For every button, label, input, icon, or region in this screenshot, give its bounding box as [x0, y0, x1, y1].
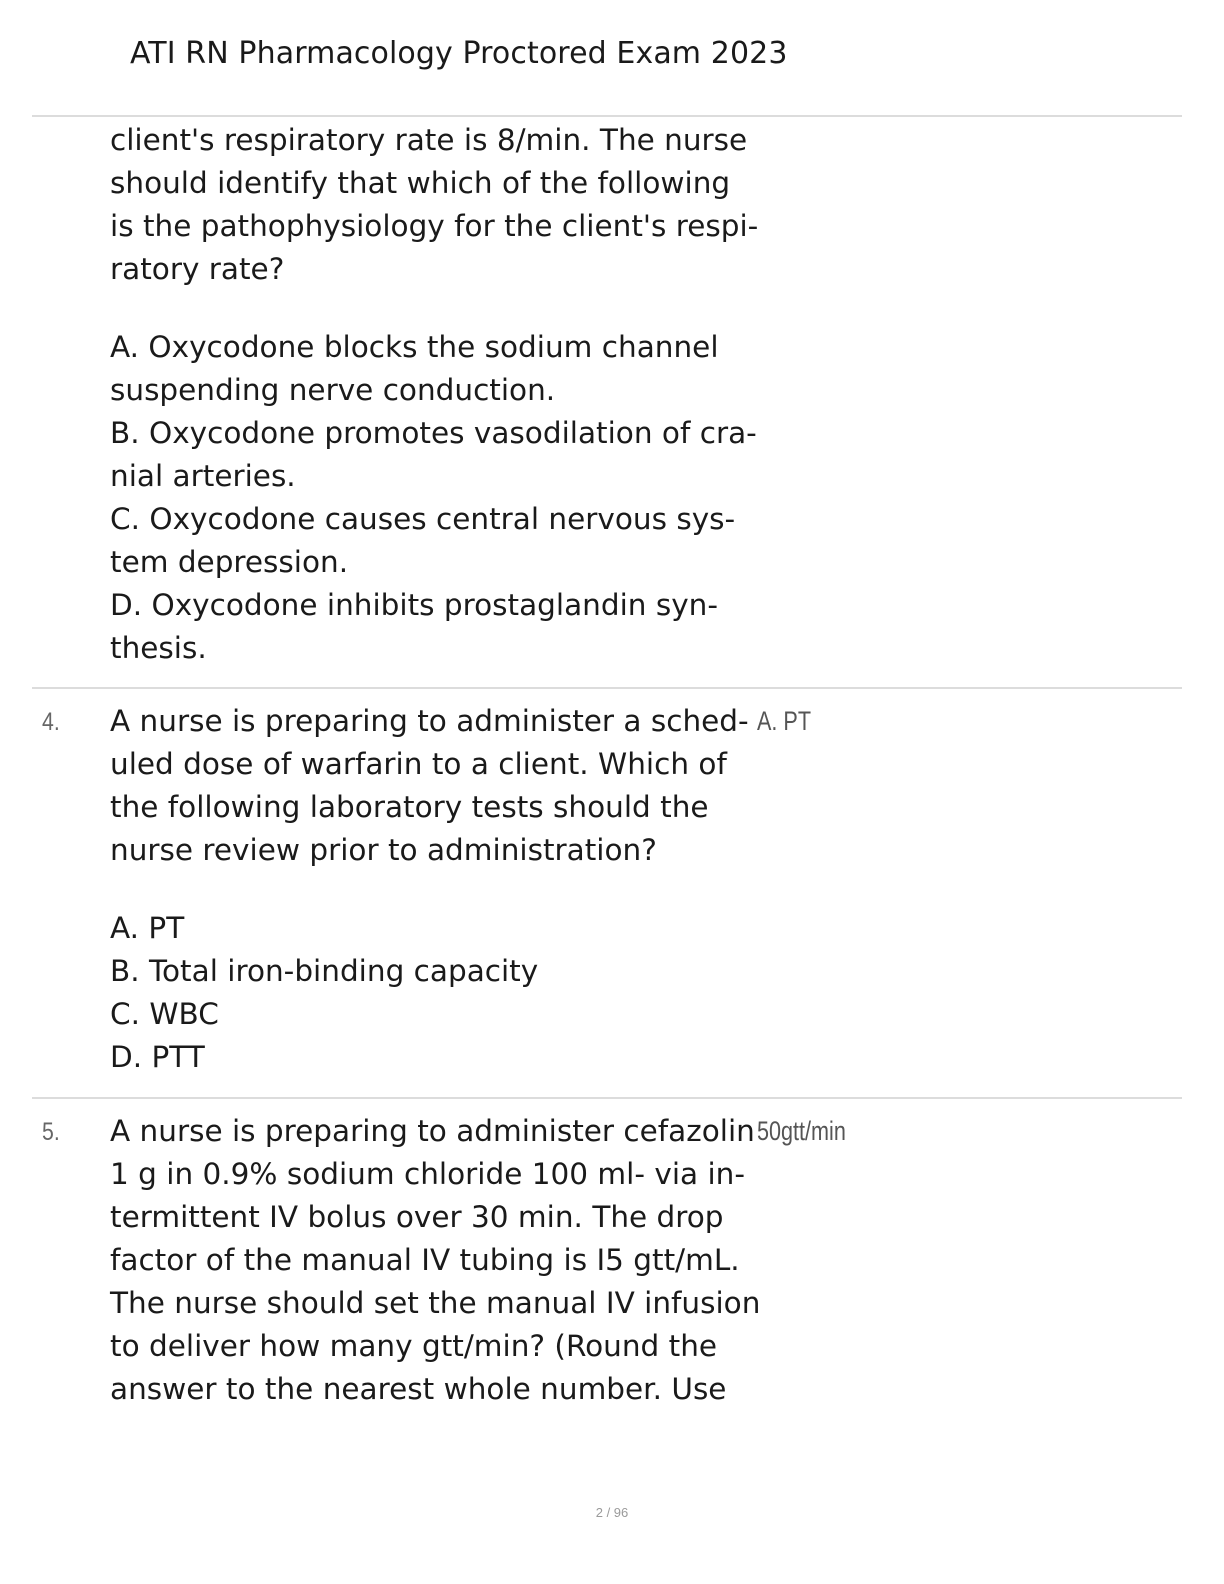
question-stem-line: to deliver how many gtt/min? (Round the [110, 1329, 718, 1363]
answer-key: A. PT [757, 706, 812, 736]
question-stem-line: should identify that which of the following [110, 166, 731, 200]
question-number: 4. [42, 708, 60, 736]
option-line: D. Oxycodone inhibits prostaglandin syn- [110, 588, 719, 622]
spacer [110, 291, 760, 326]
question-4 [110, 700, 760, 1079]
question-stem-line: A nurse is preparing to administer cefazolin [110, 1114, 755, 1148]
option-line: B. Oxycodone promotes vasodilation of cra- [110, 416, 757, 450]
option-line: thesis. [110, 631, 207, 665]
option-line: A. Oxycodone blocks the sodium channel [110, 330, 719, 364]
page-title: ATI RN Pharmacology Proctored Exam 2023 [130, 36, 788, 71]
question-stem-line: is the pathophysiology for the client's respi- [110, 209, 759, 243]
question-5 [110, 1110, 760, 1411]
question-stem-line: ratory rate? [110, 252, 285, 286]
question-stem-line: factor of the manual IV tubing is I5 gtt/mL. [110, 1243, 740, 1277]
option-line: C. WBC [110, 997, 219, 1031]
answer-key: 50gtt/min [757, 1116, 846, 1146]
question-divider [32, 1097, 1182, 1099]
question-stem-line: 1 g in 0.9% sodium chloride 100 ml- via in- [110, 1157, 746, 1191]
continued-question [110, 119, 760, 670]
question-number: 5. [42, 1118, 60, 1146]
option-line: nial arteries. [110, 459, 296, 493]
header-divider [32, 115, 1182, 117]
option-line: D. PTT [110, 1040, 205, 1074]
question-stem-line: nurse review prior to administration? [110, 833, 657, 867]
question-stem-line: client's respiratory rate is 8/min. The nurse [110, 123, 748, 157]
option-line: A. PT [110, 911, 185, 945]
question-divider [32, 687, 1182, 689]
option-line: suspending nerve conduction. [110, 373, 556, 407]
option-line: B. Total iron-binding capacity [110, 954, 539, 988]
option-line: tem depression. [110, 545, 349, 579]
question-stem-line: answer to the nearest whole number. Use [110, 1372, 727, 1406]
page-indicator: 2 / 96 [595, 1505, 629, 1520]
spacer [110, 872, 760, 907]
question-stem-line: the following laboratory tests should the [110, 790, 709, 824]
question-stem-line: The nurse should set the manual IV infusion [110, 1286, 761, 1320]
question-stem-line: A nurse is preparing to administer a sched- [110, 704, 749, 738]
option-line: C. Oxycodone causes central nervous sys- [110, 502, 736, 536]
question-stem-line: uled dose of warfarin to a client. Which of [110, 747, 727, 781]
question-stem-line: termittent IV bolus over 30 min. The drop [110, 1200, 724, 1234]
